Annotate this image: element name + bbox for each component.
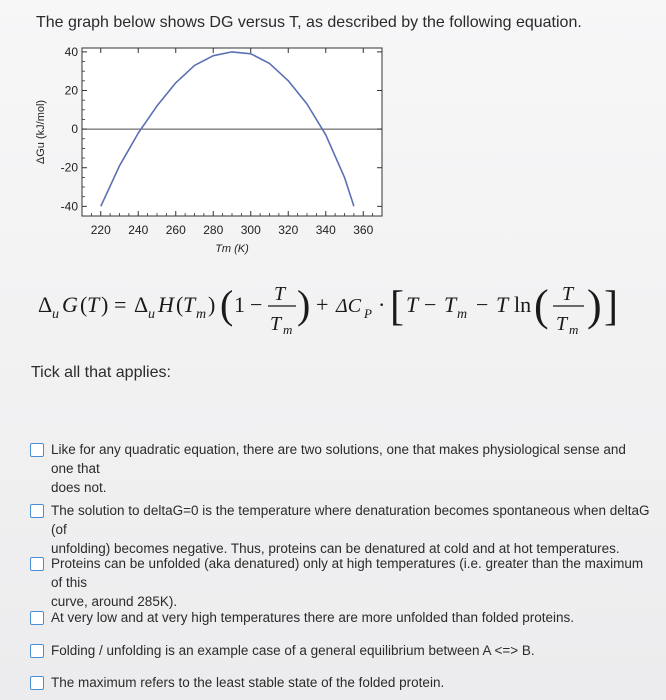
y-tick-label: 40	[64, 44, 78, 59]
eq-frac1-den-T: T	[270, 313, 282, 335]
option-4-line-1: At very low and at very high temperatures there are more unfolded than folded proteins.	[51, 610, 575, 625]
option-2-line-2: unfolding) becomes negative. Thus, proteins can be denatured at cold and at hot temperatures.	[51, 541, 620, 556]
eq-bracket-close: ]	[604, 284, 618, 330]
eq-ln: ln	[514, 292, 532, 317]
option-4-text	[51, 608, 574, 627]
x-axis-label: Tm (K)	[215, 243, 249, 255]
option-3-line-1: Proteins can be unfolded (aka denatured) only at high temperatures (i.e. greater than the maximum of this	[51, 556, 644, 590]
eq-big-paren-open-1: (	[220, 282, 234, 327]
option-6-line-1: The maximum refers to the least stable state of the folded protein.	[51, 675, 445, 690]
option-3-text	[51, 554, 650, 611]
question-title: The graph below shows DG versus T, as described by the following equation.	[36, 14, 582, 31]
eq-equals: =	[114, 292, 127, 317]
eq-Tm-T-1: T	[183, 292, 196, 317]
option-3[interactable]	[30, 554, 650, 611]
eq-one: 1	[234, 292, 245, 317]
y-axis-label: ΔGu (kJ/mol)	[35, 99, 47, 165]
option-2-text	[51, 501, 650, 558]
option-4[interactable]	[30, 608, 650, 627]
option-6-text	[51, 673, 444, 692]
option-6[interactable]	[30, 673, 650, 692]
option-1-line-2: does not.	[51, 480, 107, 495]
plot-frame	[82, 48, 382, 216]
option-2-line-1: The solution to deltaG=0 is the temperature where denaturation becomes spontaneous when deltaG (of	[51, 503, 650, 537]
eq-cp: ΔC	[336, 295, 362, 317]
y-tick-label: 0	[71, 122, 78, 137]
option-1-text	[51, 440, 650, 497]
eq-big-paren-open-2: (	[534, 281, 549, 330]
eq-big-paren-close-2: )	[587, 281, 602, 330]
checkbox-icon[interactable]	[30, 611, 44, 625]
x-tick-label: 220	[90, 223, 111, 237]
eq-G: G	[62, 292, 78, 317]
option-5[interactable]	[30, 641, 650, 660]
y-tick-label: 20	[64, 83, 78, 98]
eq-frac2-den-sub: m	[569, 322, 579, 337]
option-5-text	[51, 641, 535, 660]
eq-frac1-num: T	[274, 283, 286, 305]
eq-sub-u-2: u	[148, 307, 155, 322]
eq-minus-1: −	[250, 292, 263, 317]
eq-minus-3: −	[476, 292, 489, 317]
x-tick-label: 280	[203, 223, 224, 237]
eq-T-2: T	[406, 292, 419, 317]
equation-svg	[34, 272, 664, 342]
eq-delta-2: Δ	[134, 292, 149, 317]
eq-frac2-den-T: T	[556, 313, 568, 335]
chart-svg	[30, 38, 390, 268]
gibbs-equation	[34, 272, 664, 342]
eq-paren-open-1: (	[80, 292, 88, 317]
x-tick-label: 240	[128, 223, 149, 237]
eq-big-paren-close-1: )	[297, 282, 311, 327]
eq-Tm-sub-1: m	[196, 307, 207, 322]
dg-vs-t-chart	[30, 38, 390, 268]
checkbox-icon[interactable]	[30, 644, 44, 658]
eq-cp-sub: P	[364, 306, 372, 321]
eq-paren-close-2: )	[208, 292, 216, 317]
option-5-line-1: Folding / unfolding is an example case of a general equilibrium between A <=> B.	[51, 643, 535, 658]
x-tick-label: 260	[165, 223, 186, 237]
x-tick-label: 320	[278, 223, 299, 237]
x-tick-label: 360	[353, 223, 374, 237]
eq-sub-u-1: u	[52, 307, 59, 322]
eq-minus-2: −	[424, 292, 437, 317]
checkbox-icon[interactable]	[30, 443, 44, 457]
option-1[interactable]	[30, 440, 650, 497]
checkbox-icon[interactable]	[30, 557, 44, 571]
x-tick-label: 340	[315, 223, 336, 237]
eq-Tm-T-2: T	[444, 292, 457, 317]
option-3-line-2: curve, around 285K).	[51, 594, 178, 609]
eq-T-3: T	[496, 292, 509, 317]
eq-Tm-sub-2: m	[457, 307, 468, 322]
eq-bracket-open: [	[390, 284, 404, 330]
eq-T-1: T	[87, 292, 100, 317]
checkbox-icon[interactable]	[30, 504, 44, 518]
option-2[interactable]	[30, 501, 650, 558]
eq-plus: +	[316, 292, 329, 317]
eq-delta-1: Δ	[38, 292, 53, 317]
instruction-label: Tick all that applies:	[31, 364, 171, 381]
eq-H: H	[158, 292, 174, 317]
eq-frac1-den-sub: m	[283, 322, 293, 337]
eq-frac2-num: T	[562, 283, 574, 305]
y-tick-label: -20	[60, 160, 78, 175]
option-1-line-1: Like for any quadratic equation, there are two solutions, one that makes physiological sense and one that	[51, 442, 626, 476]
x-tick-label: 300	[240, 223, 261, 237]
eq-dot: ·	[378, 292, 386, 317]
eq-paren-close-1: )	[101, 292, 109, 317]
y-tick-label: -40	[60, 199, 78, 214]
eq-paren-open-2: (	[176, 292, 184, 317]
checkbox-icon[interactable]	[30, 676, 44, 690]
